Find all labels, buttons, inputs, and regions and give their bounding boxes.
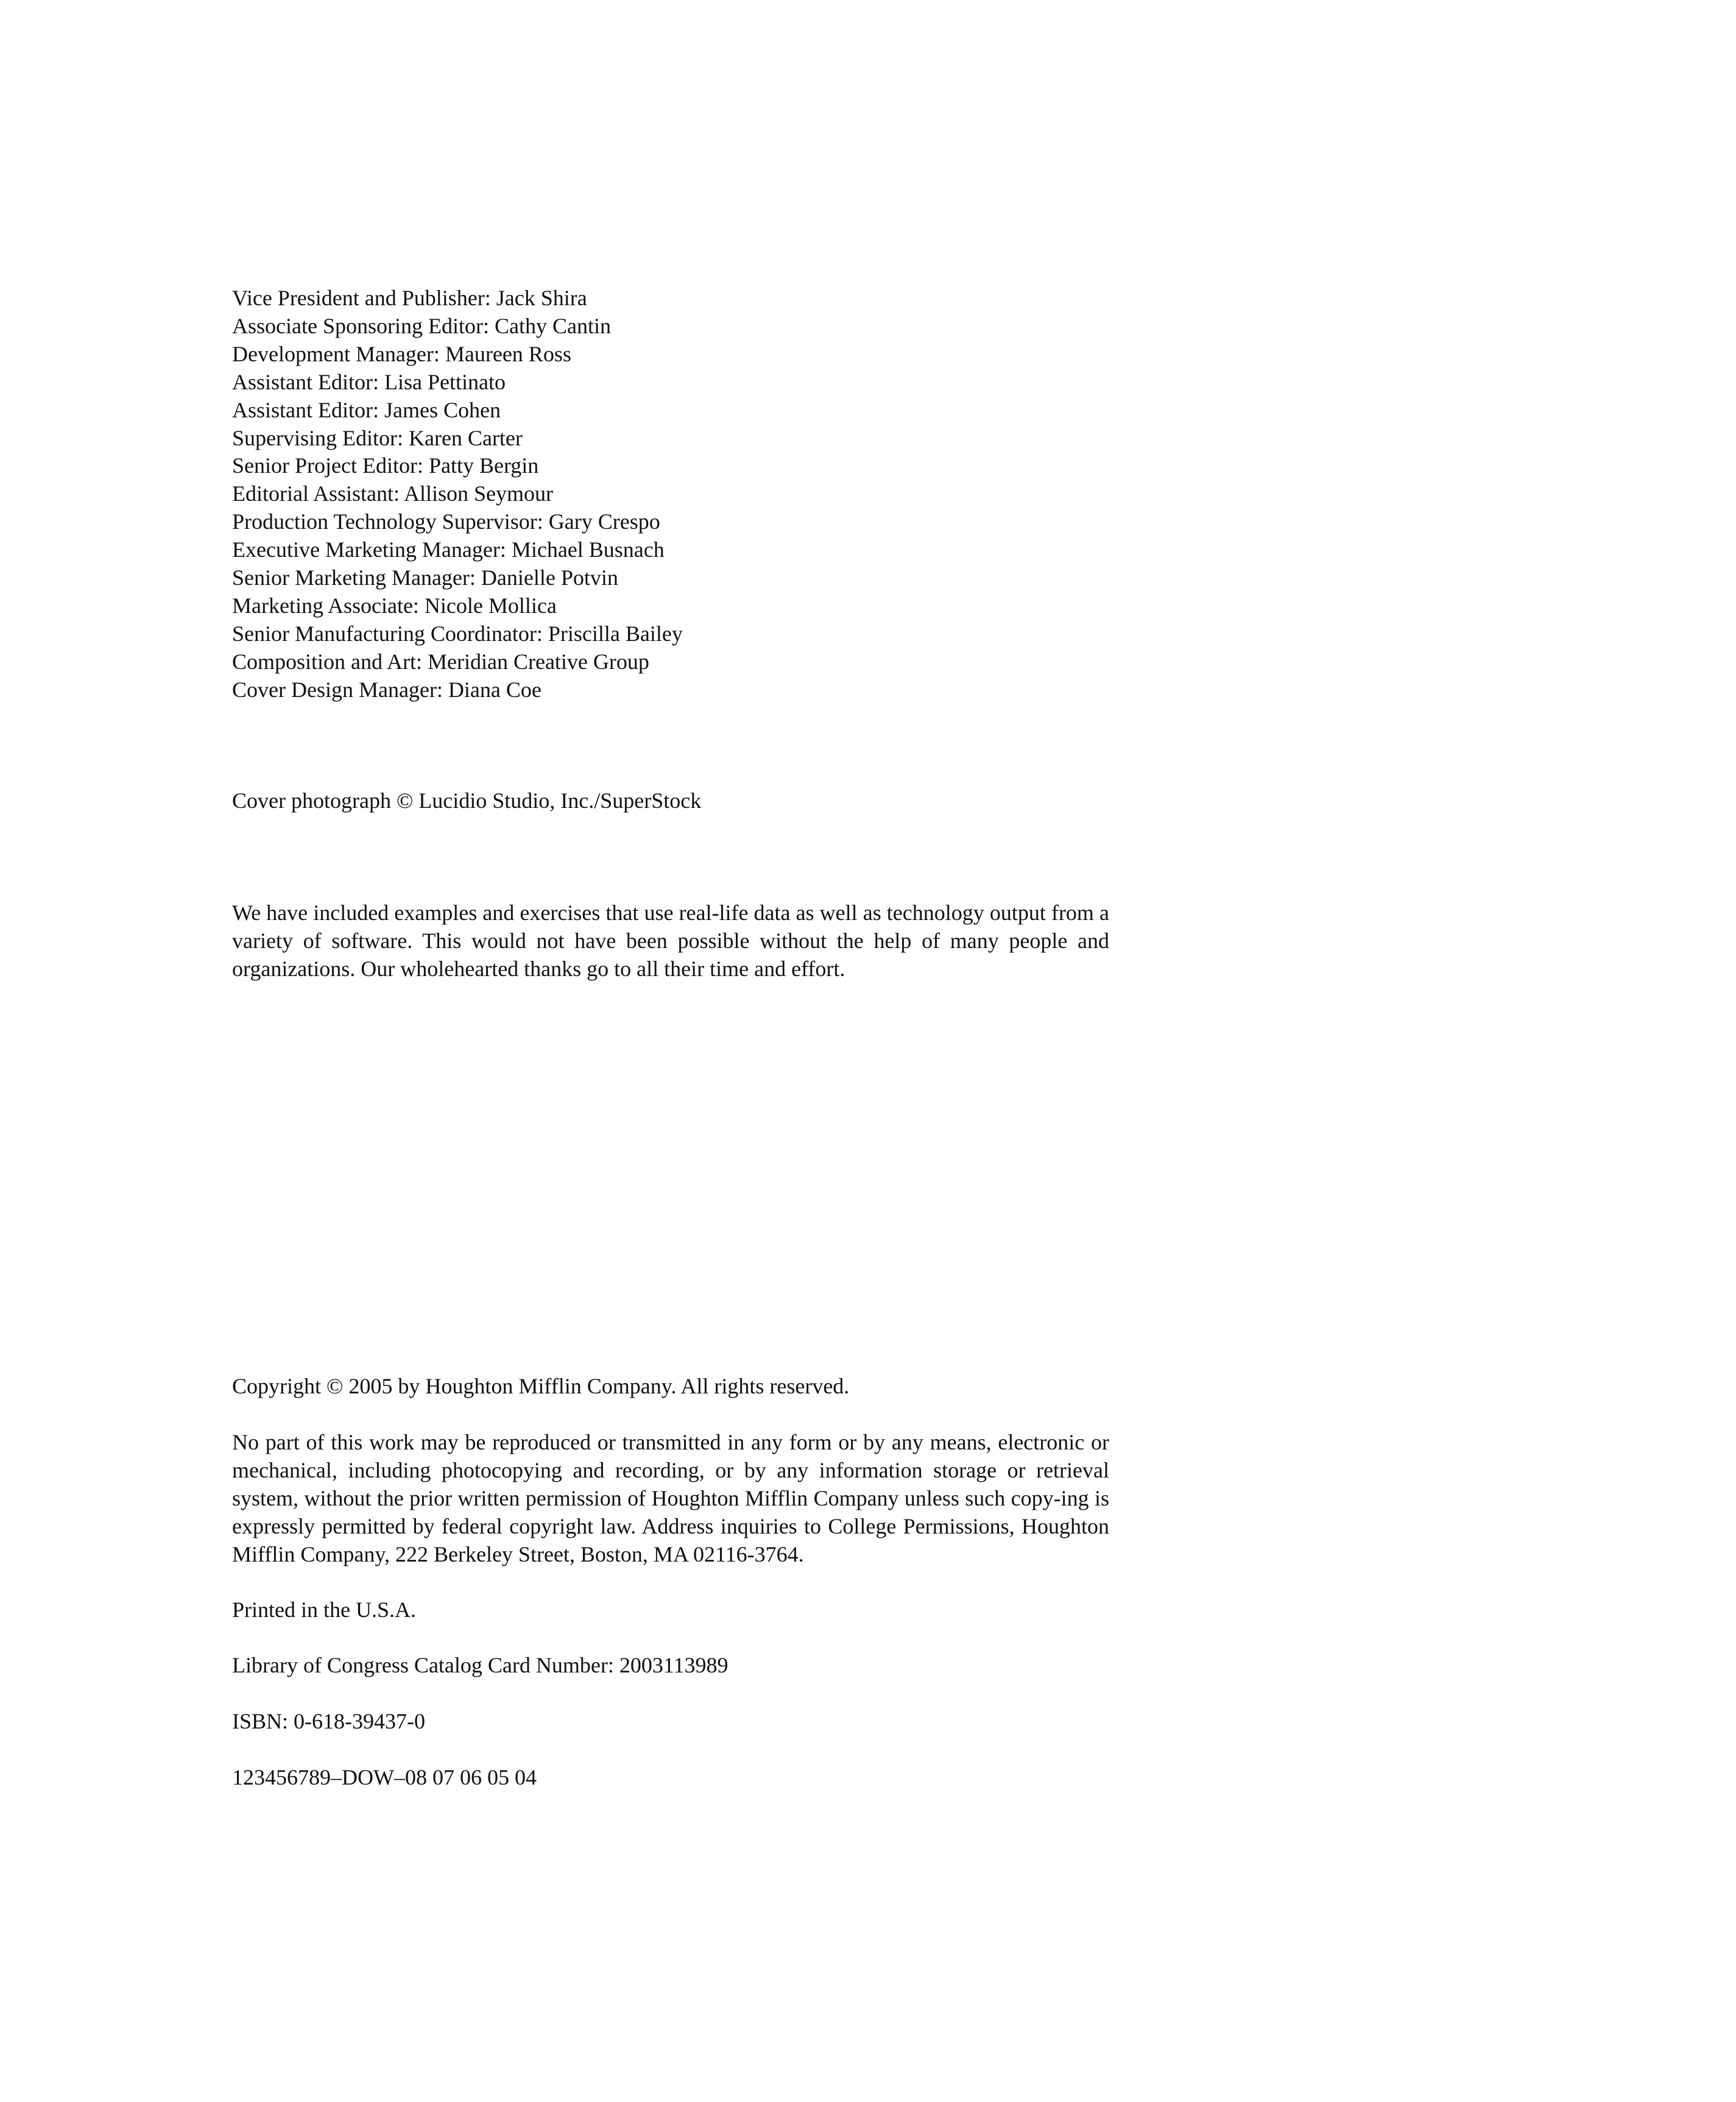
credit-line: Development Manager: Maureen Ross	[232, 341, 571, 366]
credit-line: Senior Project Editor: Patty Bergin	[232, 453, 539, 478]
credit-line: Senior Manufacturing Coordinator: Priscilla Bailey	[232, 621, 683, 646]
credit-line: Composition and Art: Meridian Creative Group	[232, 649, 649, 674]
credit-line: Production Technology Supervisor: Gary Crespo	[232, 509, 660, 534]
rights-statement: No part of this work may be reproduced or transmitted in any form or by any means, electronic or mechanical, including photocopying and recording, or by any information storage or retrieval system, without the prior written permission of Houghton Mifflin Company unless such copy-ing is expressly permitted by federal copyright law. Address inquiries to College Permissions, Houghton Mifflin Company, 222 Berkeley Street, Boston, MA 02116-3764.	[232, 1430, 1109, 1566]
copyright-page	[232, 0, 1109, 2102]
acknowledgment-paragraph: We have included examples and exercises that use real-life data as well as technology output from a variety of software. This would not have been possible without the help of many people and organizations. Our wholehearted thanks go to all their time and effort.	[232, 901, 1109, 981]
credit-line: Marketing Associate: Nicole Mollica	[232, 593, 557, 618]
credit-line: Associate Sponsoring Editor: Cathy Cantin	[232, 313, 611, 338]
credit-line: Executive Marketing Manager: Michael Busnach	[232, 537, 665, 562]
credit-line: Senior Marketing Manager: Danielle Potvin	[232, 565, 618, 590]
credit-line: Editorial Assistant: Allison Seymour	[232, 481, 554, 506]
library-of-congress-number: Library of Congress Catalog Card Number: 2003113989	[232, 1653, 729, 1677]
credit-line: Supervising Editor: Karen Carter	[232, 425, 523, 450]
cover-photo-credit: Cover photograph © Lucidio Studio, Inc./SuperStock	[232, 788, 702, 813]
credit-line: Assistant Editor: James Cohen	[232, 397, 501, 422]
credit-line: Assistant Editor: Lisa Pettinato	[232, 369, 506, 394]
credit-line: Vice President and Publisher: Jack Shira	[232, 286, 587, 310]
credit-line: Cover Design Manager: Diana Coe	[232, 677, 542, 702]
copyright-notice: Copyright © 2005 by Houghton Mifflin Company. All rights reserved.	[232, 1374, 850, 1398]
printing-line: 123456789–DOW–08 07 06 05 04	[232, 1765, 537, 1789]
isbn-number: ISBN: 0-618-39437-0	[232, 1709, 425, 1733]
printed-in-notice: Printed in the U.S.A.	[232, 1598, 416, 1622]
staff-credits-list	[232, 285, 683, 704]
